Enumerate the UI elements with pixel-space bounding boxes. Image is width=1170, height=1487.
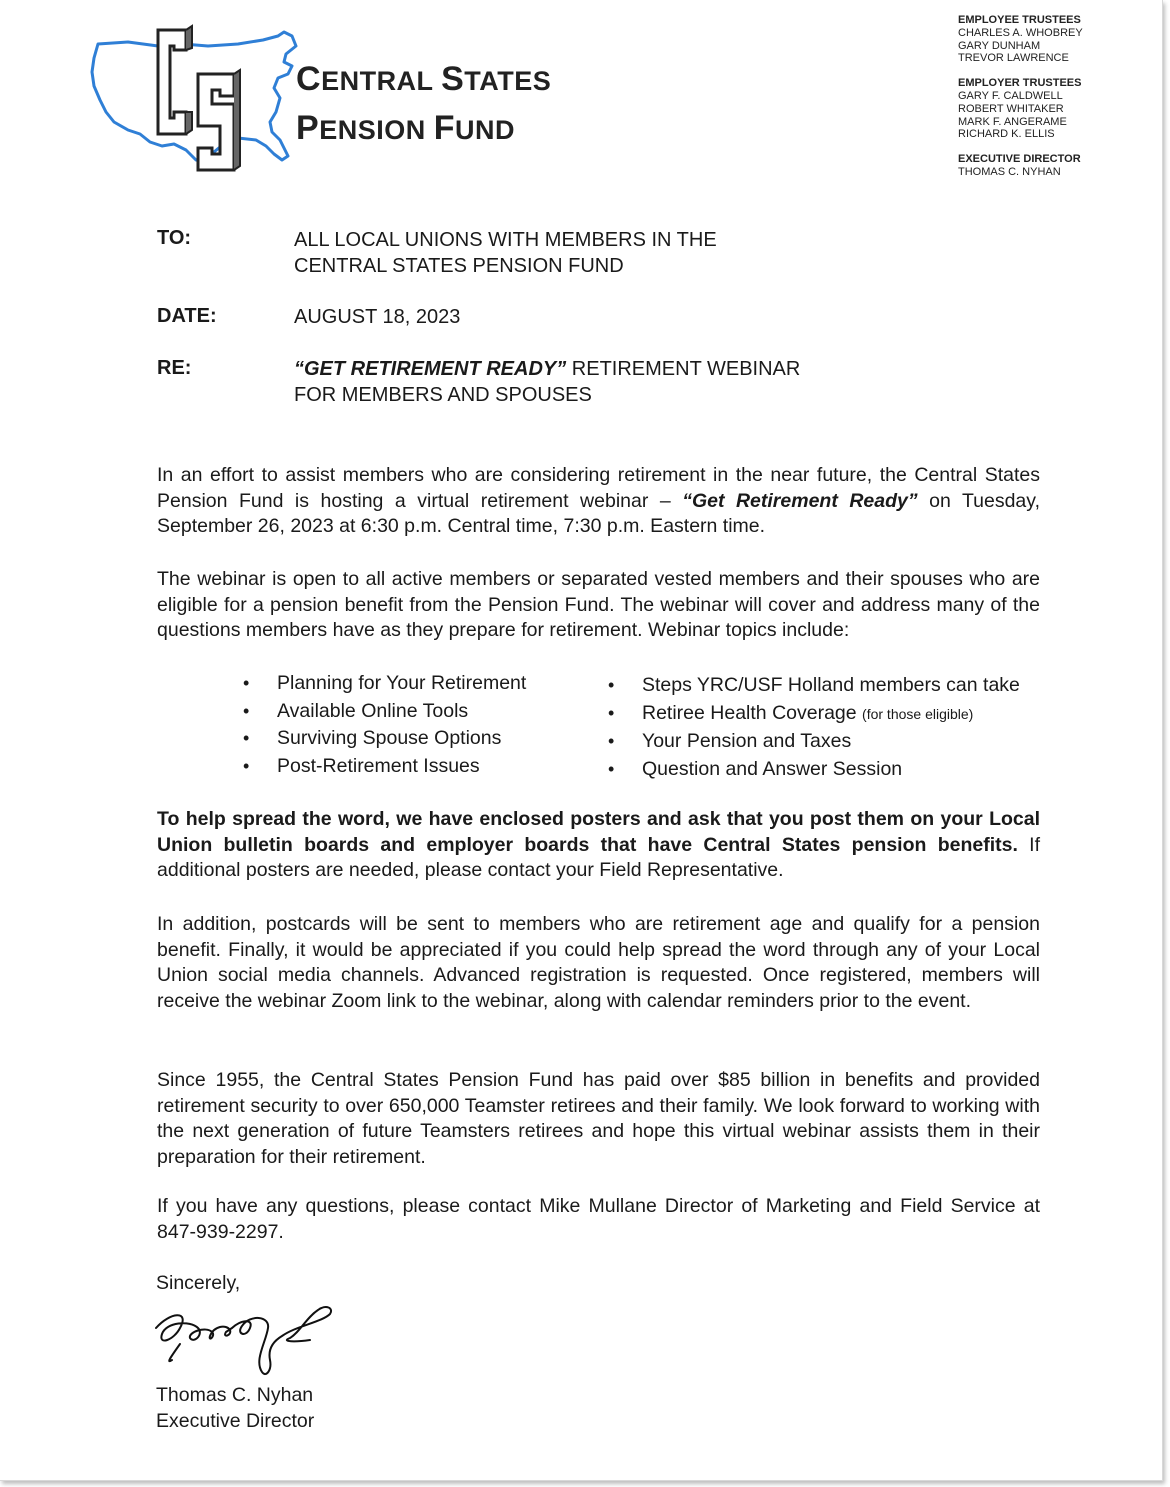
paragraph-history: Since 1955, the Central States Pension Fund has paid over $85 billion in benefits and provided retirement security to over 650,000 Teamster retirees and their family. We look forward to working with the next generation of future Teamsters retirees and hope this virtual webinar assists them in their preparation for their retirement. (157, 1069, 1040, 1168)
topic-text: Retiree Health Coverage (642, 701, 857, 724)
to-line2: CENTRAL STATES PENSION FUND (294, 255, 624, 277)
posters-contact: If additional posters are needed, please contact your Field Representative. (157, 833, 1040, 881)
topics-list-right (608, 672, 1020, 783)
to-line1: ALL LOCAL UNIONS WITH MEMBERS IN THE (294, 229, 717, 251)
paragraph-intro (157, 463, 1040, 540)
trustee-name: CHARLES A. WHOBREY (958, 26, 1083, 39)
trustee-name: RICHARD K. ELLIS (958, 128, 1055, 141)
date-label: DATE: (157, 305, 217, 327)
paragraph-eligibility: The webinar is open to all active members or separated vested members and their spouses who are eligible for a pension benefit from the Pension Fund. The webinar will cover and address many of the questions members have as they prepare for retirement. Webinar topics include: (157, 568, 1040, 641)
paragraph-postcards: In addition, postcards will be sent to members who are retirement age and qualify for a pension benefit. Finally, it would be appreciated if you could help spread the word through any of your Local Union social media channels. Advanced registration is requested. Once registered, members will receive the webinar Zoom link to the webinar, along with calendar reminders prior to the event. (157, 913, 1040, 1012)
org-name (296, 58, 551, 156)
trustee-name: TREVOR LAWRENCE (958, 52, 1069, 65)
signer-title: Executive Director (156, 1410, 315, 1432)
webinar-title: “Get Retirement Ready” (682, 489, 918, 512)
signature-image (150, 1298, 340, 1380)
re-line1-rest: RETIREMENT WEBINAR (566, 358, 801, 380)
topic-item: • Steps YRC/USF Holland members can take (608, 672, 1020, 700)
employee-trustees-title: EMPLOYEE TRUSTEES (958, 14, 1081, 26)
topic-item: • Question and Answer Session (608, 756, 1020, 784)
cs-map-logo (88, 22, 308, 182)
topic-item: • Surviving Spouse Options (243, 725, 526, 753)
topics-list-left (243, 670, 526, 780)
topic-item (608, 700, 1020, 729)
org-name-line1: CENTRAL STATES (296, 60, 552, 98)
topic-item: • Your Pension and Taxes (608, 728, 1020, 756)
trustee-name: GARY F. CALDWELL (958, 89, 1063, 102)
trustees-block (958, 14, 1083, 191)
org-name-line2: PENSION FUND (296, 109, 515, 147)
employee-trustees (958, 14, 1083, 65)
employer-trustees (958, 77, 1083, 141)
employer-trustees-title: EMPLOYER TRUSTEES (958, 77, 1082, 90)
to-label: TO: (157, 227, 192, 249)
executive-director (958, 153, 1083, 179)
to-value (294, 227, 717, 279)
re-label: RE: (157, 357, 192, 379)
paragraph-posters (157, 807, 1040, 884)
director-name: THOMAS C. NYHAN (958, 165, 1061, 178)
executive-director-title: EXECUTIVE DIRECTOR (958, 153, 1081, 166)
posters-request: To help spread the word, we have enclosed posters and ask that you post them on your Local Union bulletin boards and employer boards that have Central States pension benefits. (157, 808, 1040, 856)
topic-note: (for those eligible) (862, 705, 974, 722)
topic-item: • Planning for Your Retirement (243, 670, 526, 698)
re-value (294, 356, 800, 408)
topic-item: • Post-Retirement Issues (243, 753, 526, 781)
re-line1 (294, 356, 800, 382)
re-emphasis: “GET RETIREMENT READY” (294, 358, 567, 380)
topic-item: • Available Online Tools (243, 698, 526, 726)
signer-name: Thomas C. Nyhan (156, 1384, 314, 1406)
date-value: AUGUST 18, 2023 (294, 306, 461, 328)
intro-text-rest: on Tuesday, September 26, 2023 at 6:30 p.m. Central time, 7:30 p.m. Eastern time. (157, 489, 1040, 537)
trustee-name: ROBERT WHITAKER (958, 102, 1064, 115)
paragraph-contact: If you have any questions, please contact Mike Mullane Director of Marketing and Field Service at 847-939-2297. (157, 1195, 1040, 1243)
trustee-name: MARK F. ANGERAME (958, 115, 1067, 128)
intro-text: In an effort to assist members who are considering retirement in the near future, the Central States Pension Fund is hosting a virtual retirement webinar – (157, 464, 1040, 512)
re-line2: FOR MEMBERS AND SPOUSES (294, 384, 592, 406)
trustee-name: GARY DUNHAM (958, 39, 1041, 52)
salutation: Sincerely, (156, 1272, 241, 1294)
